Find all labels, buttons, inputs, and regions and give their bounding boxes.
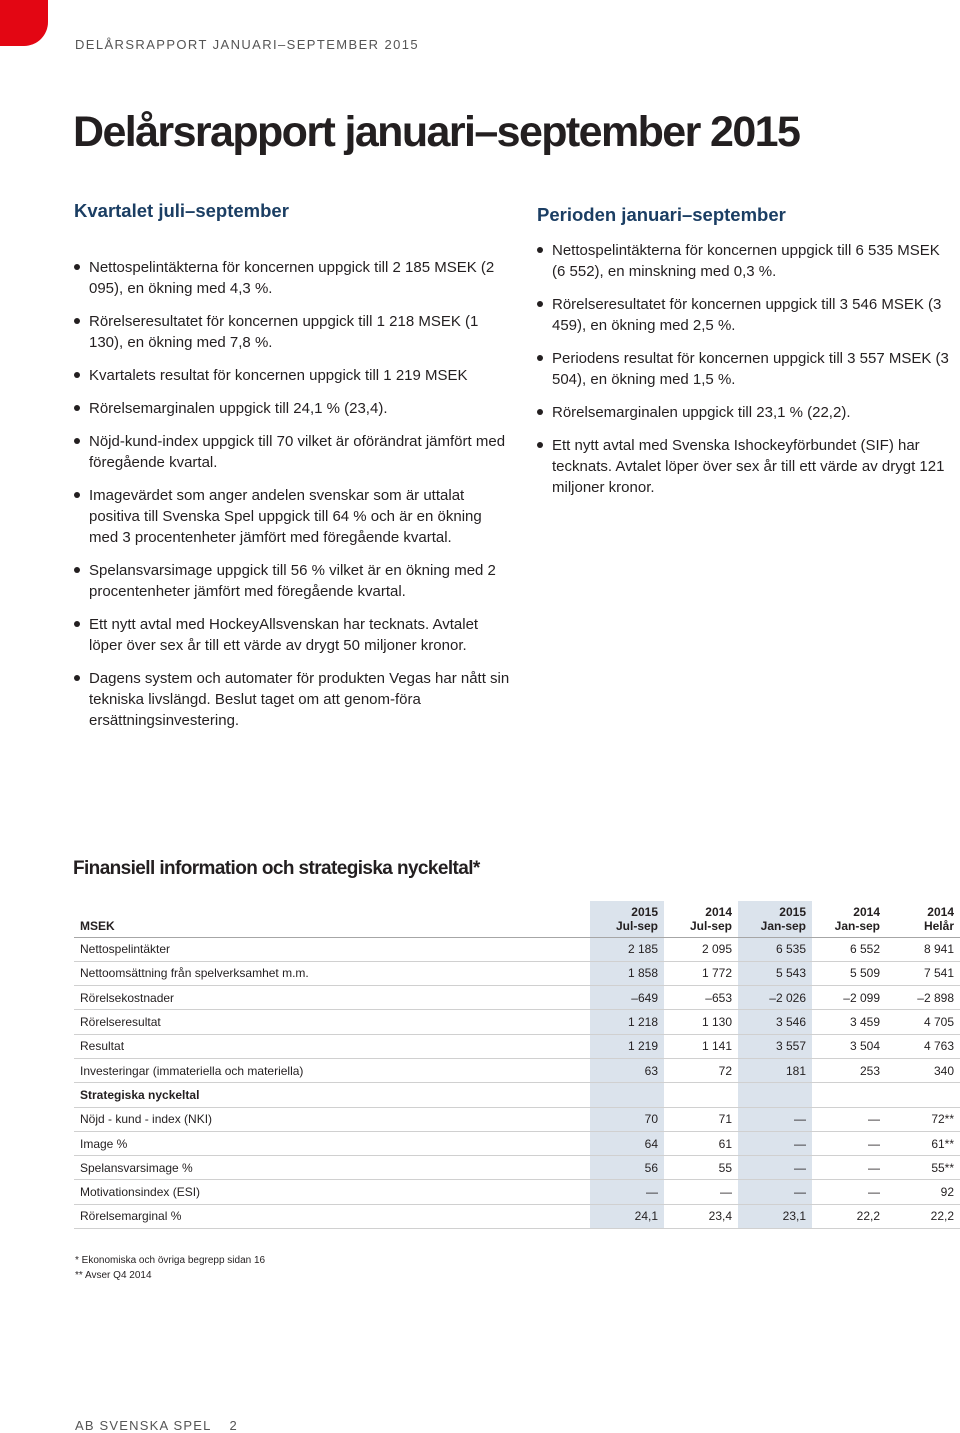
row-label: Strategiska nyckeltal (74, 1083, 590, 1107)
quarter-bullet: Imagevärdet som anger andelen svenskar som är uttalat positiva till Svenska Spel uppgick till 64 % och är en ökning med 3 procentenheter jämfört med föregående kvartal. (74, 485, 514, 548)
column-year: 2015 (779, 904, 806, 919)
financial-table (74, 901, 960, 1229)
table-row (74, 1156, 960, 1180)
table-cell: 2 095 (664, 937, 738, 961)
quarter-bullet: Kvartalets resultat för koncernen uppgick till 1 219 MSEK (74, 365, 514, 386)
table-cell (590, 1083, 664, 1107)
row-label: Rörelsemarginal % (74, 1204, 590, 1228)
period-bullet: Rörelseresultatet för koncernen uppgick till 3 546 MSEK (3 459), en ökning med 2,5 %. (537, 294, 957, 336)
table-cell: 1 141 (664, 1034, 738, 1058)
column-year: 2015 (631, 904, 658, 919)
column-period: Jul-sep (615, 918, 658, 933)
column-period: Jul-sep (689, 918, 732, 933)
table-cell: 23,1 (738, 1204, 812, 1228)
table-cell: 92 (886, 1180, 960, 1204)
table-cell: 1 130 (664, 1010, 738, 1034)
row-label: Rörelsekostnader (74, 986, 590, 1010)
table-cell: 3 557 (738, 1034, 812, 1058)
table-row (74, 1010, 960, 1034)
row-label: Rörelseresultat (74, 1010, 590, 1034)
table-cell: –649 (590, 986, 664, 1010)
period-bullet-list (537, 240, 957, 510)
quarter-bullet: Dagens system och automater för produkten Vegas har nått sin tekniska livslängd. Beslut taget om att genom-föra ersättningsinvestering. (74, 668, 514, 731)
table-cell: — (664, 1180, 738, 1204)
period-bullet: Nettospelintäkterna för koncernen uppgick till 6 535 MSEK (6 552), en minskning med 0,3 %. (537, 240, 957, 282)
quarter-bullet: Nettospelintäkterna för koncernen uppgick till 2 185 MSEK (2 095), en ökning med 4,3 %. (74, 257, 514, 299)
table-cell: 181 (738, 1058, 812, 1082)
row-label: Image % (74, 1131, 590, 1155)
row-label: Resultat (74, 1034, 590, 1058)
column-header (664, 901, 738, 937)
table-cell: 24,1 (590, 1204, 664, 1228)
column-year: 2014 (853, 904, 880, 919)
table-cell: 6 552 (812, 937, 886, 961)
table-cell: — (590, 1180, 664, 1204)
table-row (74, 961, 960, 985)
table-cell: 61 (664, 1131, 738, 1155)
corner-accent (0, 0, 48, 46)
row-label: Spelansvarsimage % (74, 1156, 590, 1180)
quarter-bullet: Ett nytt avtal med HockeyAllsvenskan har tecknats. Avtalet löper över sex år till ett värde av drygt 50 miljoner kronor. (74, 614, 514, 656)
table-cell: –2 026 (738, 986, 812, 1010)
row-label: Nettospelintäkter (74, 937, 590, 961)
table-cell: 3 546 (738, 1010, 812, 1034)
table-row (74, 937, 960, 961)
table-cell: –653 (664, 986, 738, 1010)
table-cell: 8 941 (886, 937, 960, 961)
table-cell: 23,4 (664, 1204, 738, 1228)
column-year: 2014 (927, 904, 954, 919)
page-footer (75, 1418, 237, 1433)
table-cell: 1 858 (590, 961, 664, 985)
column-period: Jan-sep (834, 918, 880, 933)
table-cell (664, 1083, 738, 1107)
footnote-q4: ** Avser Q4 2014 (75, 1270, 152, 1281)
table-cell: 2 185 (590, 937, 664, 961)
quarter-heading: Kvartalet juli–september (74, 200, 289, 221)
table-cell: 3 459 (812, 1010, 886, 1034)
table-cell (886, 1083, 960, 1107)
table-cell: 3 504 (812, 1034, 886, 1058)
table-cell: 22,2 (812, 1204, 886, 1228)
table-cell: 72** (886, 1107, 960, 1131)
table-cell: — (812, 1131, 886, 1155)
table-cell: — (812, 1107, 886, 1131)
quarter-bullet: Nöjd-kund-index uppgick till 70 vilket är oförändrat jämfört med föregående kvartal. (74, 431, 514, 473)
unit-label: MSEK (74, 901, 590, 937)
table-row (74, 1107, 960, 1131)
table-cell (812, 1083, 886, 1107)
table-cell: –2 099 (812, 986, 886, 1010)
table-cell: –2 898 (886, 986, 960, 1010)
table-row (74, 1180, 960, 1204)
column-header (590, 901, 664, 937)
period-bullet: Periodens resultat för koncernen uppgick till 3 557 MSEK (3 504), en ökning med 1,5 %. (537, 348, 957, 390)
table-cell: — (812, 1180, 886, 1204)
table-cell: 7 541 (886, 961, 960, 985)
column-header (812, 901, 886, 937)
table-cell: 70 (590, 1107, 664, 1131)
table-cell (738, 1083, 812, 1107)
table-cell: 55** (886, 1156, 960, 1180)
page-number: 2 (229, 1418, 237, 1433)
row-label: Nöjd - kund - index (NKI) (74, 1107, 590, 1131)
table-cell: 1 219 (590, 1034, 664, 1058)
page-title: Delårsrapport januari–september 2015 (73, 108, 800, 156)
table-cell: 1 772 (664, 961, 738, 985)
financial-heading: Finansiell information och strategiska nyckeltal* (73, 858, 480, 879)
row-label: Nettoomsättning från spelverksamhet m.m. (74, 961, 590, 985)
period-heading: Perioden januari–september (537, 204, 786, 225)
column-header (886, 901, 960, 937)
table-cell: 22,2 (886, 1204, 960, 1228)
period-bullet: Ett nytt avtal med Svenska Ishockeyförbundet (SIF) har tecknats. Avtalet löper över sex år till ett värde av drygt 121 miljoner kronor. (537, 435, 957, 498)
row-label: Motivationsindex (ESI) (74, 1180, 590, 1204)
table-cell: 61** (886, 1131, 960, 1155)
table-cell: 4 705 (886, 1010, 960, 1034)
quarter-bullet-list (74, 257, 514, 743)
table-cell: — (738, 1156, 812, 1180)
quarter-bullet: Spelansvarsimage uppgick till 56 % vilket är en ökning med 2 procentenheter jämfört med föregående kvartal. (74, 560, 514, 602)
table-cell: 72 (664, 1058, 738, 1082)
table-section-row (74, 1083, 960, 1107)
quarter-bullet: Rörelseresultatet för koncernen uppgick till 1 218 MSEK (1 130), en ökning med 7,8 %. (74, 311, 514, 353)
quarter-bullet: Rörelsemarginalen uppgick till 24,1 % (23,4). (74, 398, 514, 419)
column-year: 2014 (705, 904, 732, 919)
row-label: Investeringar (immateriella och materiella) (74, 1058, 590, 1082)
table-cell: 56 (590, 1156, 664, 1180)
period-bullet: Rörelsemarginalen uppgick till 23,1 % (22,2). (537, 402, 957, 423)
table-cell: — (738, 1131, 812, 1155)
table-row (74, 986, 960, 1010)
table-cell: 5 543 (738, 961, 812, 985)
table-cell: 1 218 (590, 1010, 664, 1034)
column-period: Jan-sep (760, 918, 806, 933)
table-cell: — (738, 1180, 812, 1204)
table-cell: 5 509 (812, 961, 886, 985)
column-header (738, 901, 812, 937)
table-cell: 4 763 (886, 1034, 960, 1058)
table-cell: 64 (590, 1131, 664, 1155)
table-body (74, 937, 960, 1229)
table-cell: 71 (664, 1107, 738, 1131)
table-row (74, 1034, 960, 1058)
footnote-definitions: * Ekonomiska och övriga begrepp sidan 16 (75, 1255, 266, 1266)
table-cell: 63 (590, 1058, 664, 1082)
table-cell: 253 (812, 1058, 886, 1082)
table-cell: 55 (664, 1156, 738, 1180)
table-cell: — (812, 1156, 886, 1180)
table-cell: — (738, 1107, 812, 1131)
running-header: DELÅRSRAPPORT JANUARI–SEPTEMBER 2015 (75, 37, 419, 52)
column-period: Helår (923, 918, 954, 933)
table-cell: 6 535 (738, 937, 812, 961)
table-row (74, 1131, 960, 1155)
table-header-row (74, 901, 960, 937)
table-row (74, 1204, 960, 1228)
table-cell: 340 (886, 1058, 960, 1082)
footer-company: AB SVENSKA SPEL (75, 1418, 212, 1433)
table-row (74, 1058, 960, 1082)
